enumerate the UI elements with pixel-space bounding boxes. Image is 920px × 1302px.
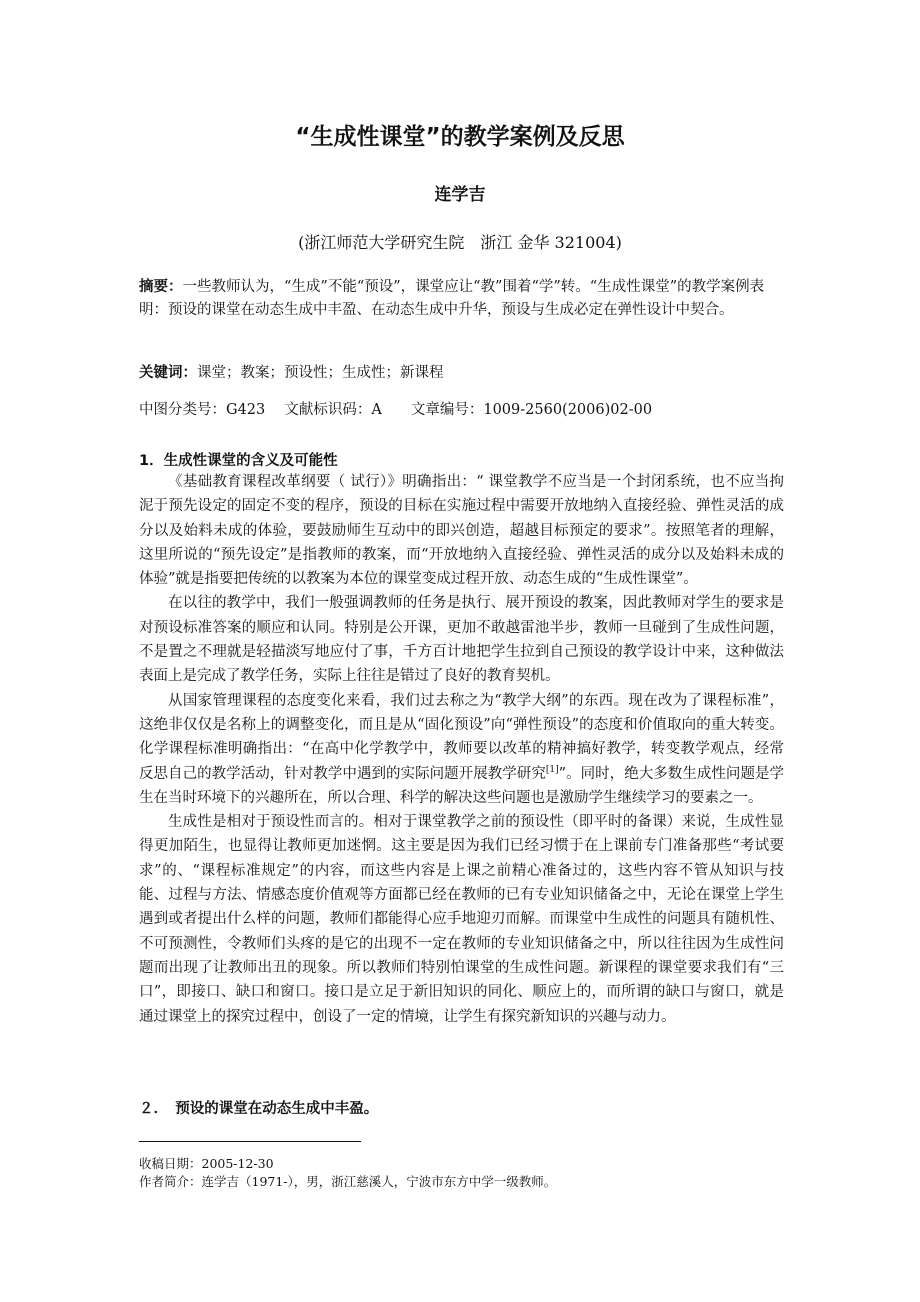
- paragraph-1: 《基础教育课程改革纲要（ 试行）》明确指出：“ 课堂教学不应当是一个封闭系统，也不应当拘泥于预先设定的固定不变的程序，预设的目标在实施过程中需要开放地纳入直接经验、弹性灵活的成分以及始料未成的体验，要鼓励师生互动中的即兴创造，超越目标预定的要求”。按照笔者的理解，这里所说的“预先设定”是指教师的教案，而“开放地纳入直接经验、弹性灵活的成分以及始料未成的体验”就是指要把传统的以教案为本位的课堂变成过程开放、动态生成的“生成性课堂”。: [139, 474, 784, 588]
- section-2-heading: ２． 预设的课堂在动态生成中丰盈。: [139, 1101, 379, 1117]
- paragraph-2: 在以往的教学中，我们一般强调教师的任务是执行、展开预设的教案，因此教师对学生的要求是对预设标准答案的顺应和认同。特别是公开课，更加不敢越雷池半步，教师一旦碰到了生成性问题，不是置之不理就是轻描淡写地应付了事，千方百计地把学生拉到自己预设的教学设计中来，这种做法表面上是完成了教学任务，实际上往往是错过了良好的教育契机。: [139, 595, 784, 685]
- paragraph-3: [139, 689, 784, 810]
- paper-title: “生成性课堂”的教学案例及反思: [295, 124, 625, 150]
- classification-line: 中图分类号：G423 文献标识码：A 文章编号：1009-2560(2006)02-00: [139, 402, 653, 418]
- keywords: [139, 362, 784, 385]
- paragraph-4: 生成性是相对于预设性而言的。相对于课堂教学之前的预设性（即平时的备课）来说，生成性显得更加陌生，也显得让教师更加迷惘。这主要是因为我们已经习惯于在上课前专门准备那些“考试要求”的、“课程标准规定”的内容，而这些内容是上课之前精心准备过的，这些内容不管从知识与技能、过程与方法、情感态度价值观等方面都已经在教师的已有专业知识储备之中，无论在课堂上学生遇到或者提出什么样的问题，教师们都能得心应手地迎刃而解。而课堂中生成性的问题具有随机性、不可预测性，令教师们头疼的是它的出现不一定在教师的专业知识储备之中，所以往往因为生成性问题而出现了让教师出丑的现象。所以教师们特别怕课堂的生成性问题。新课程的课堂要求我们有“三口”，即接口、缺口和窗口。接口是立足于新旧知识的同化、顺应上的，而所谓的缺口与窗口，就是通过课堂上的探究过程中，创设了一定的情境，让学生有探究新知识的兴趣与动力。: [139, 814, 784, 1025]
- abstract-text: 一些教师认为，“生成”不能“预设”，课堂应让“教”围着“学”转。“生成性课堂”的教学案例表明：预设的课堂在动态生成中丰盈、在动态生成中升华，预设与生成必定在弹性设计中契合。: [139, 279, 765, 318]
- keywords-text: 课堂；教案；预设性；生成性；新课程: [197, 365, 444, 381]
- paragraph-3-tail: ”。同时，绝大多数生成性问题是学生在当时环境下的兴趣所在，所以合理、科学的解决这些问题也是激励学生继续学习的要素之一。: [139, 765, 784, 806]
- footnote-received-date: 收稿日期：2005-12-30: [139, 1156, 274, 1171]
- abstract: [139, 276, 784, 322]
- keywords-label: 关键词：: [139, 365, 197, 381]
- abstract-label: 摘要：: [139, 279, 183, 295]
- footnote-divider: [139, 1141, 361, 1142]
- body-text: [139, 470, 784, 1029]
- footnote-author-bio: 作者简介：连学吉（1971-），男，浙江慈溪人，宁波市东方中学一级教师。: [139, 1174, 557, 1189]
- author-affiliation: (浙江师范大学研究生院 浙江 金华 321004): [298, 233, 622, 252]
- author-name: 连学吉: [434, 185, 486, 205]
- section-1-heading: 1．生成性课堂的含义及可能性: [139, 453, 338, 469]
- citation-link[interactable]: [1]: [545, 764, 559, 775]
- paragraph-3-text: 从国家管理课程的态度变化来看，我们过去称之为“教学大纲”的东西。现在改为了课程标准”，这绝非仅仅是名称上的调整变化，而且是从“固化预设”向“弹性预设”的态度和价值取向的重大转变。化学课程标准明确指出：“在高中化学教学中，教师要以改革的精神搞好教学，转变教学观点，经常反思自己的教学活动，针对教学中遇到的实际问题开展教学研究: [139, 692, 784, 782]
